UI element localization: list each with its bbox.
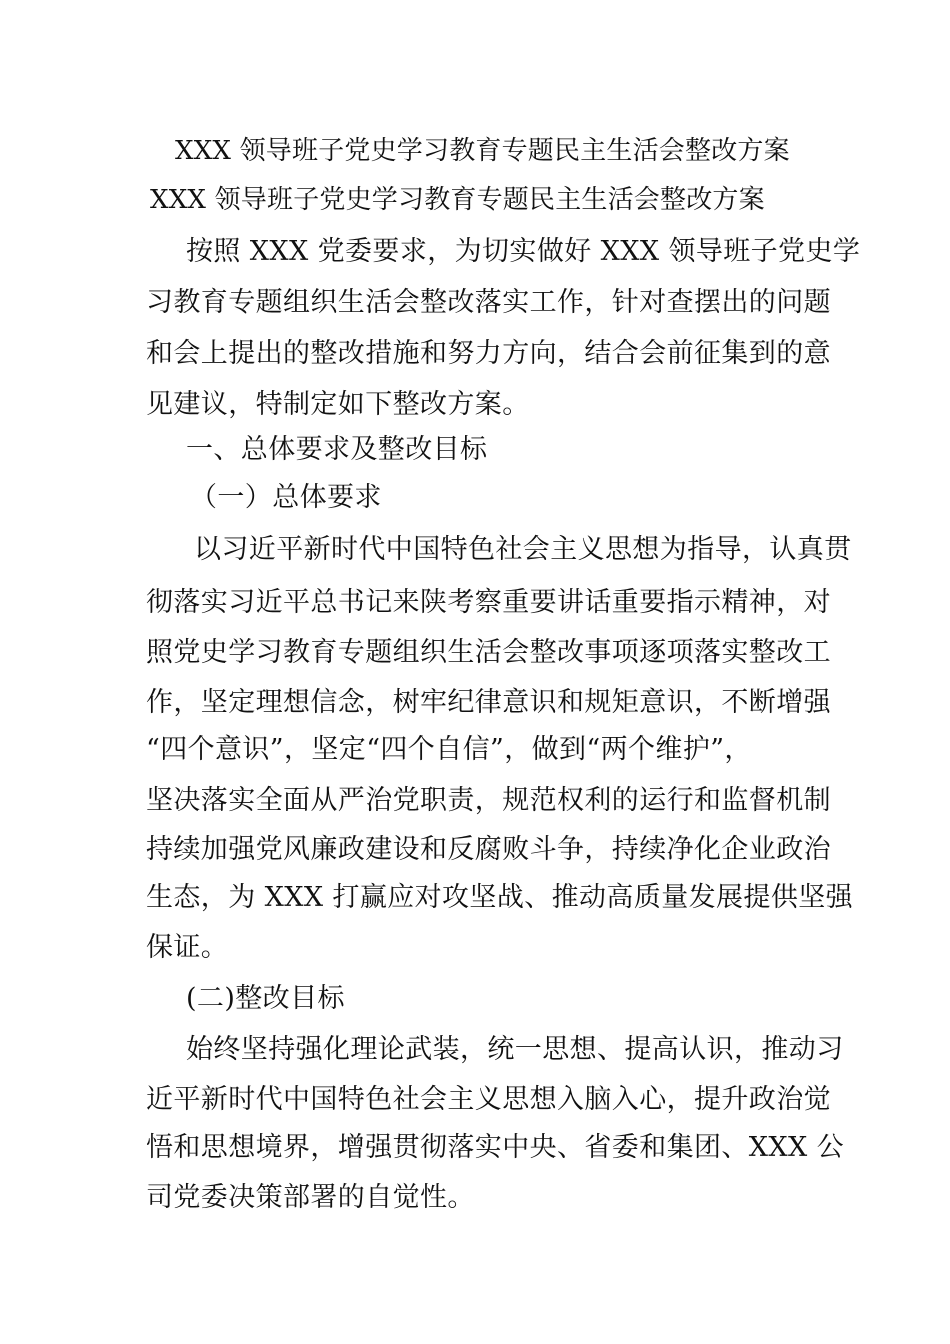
body-line: 照党史学习教育专题组织生活会整改事项逐项落实整改工: [146, 637, 831, 668]
subsection-heading: (二)整改目标: [186, 983, 345, 1014]
body-line: 以习近平新时代中国特色社会主义思想为指导，认真贯: [194, 534, 852, 565]
body-line: 始终坚持强化理论武装，统一思想、提高认识，推动习: [186, 1034, 844, 1065]
intro-line: 和会上提出的整改措施和努力方向，结合会前征集到的意: [146, 338, 831, 369]
body-line: 坚决落实全面从严治党职责，规范权利的运行和监督机制: [146, 785, 831, 816]
document-subtitle: XXX 领导班子党史学习教育专题民主生活会整改方案: [150, 185, 765, 215]
section-heading: 一、总体要求及整改目标: [186, 434, 488, 465]
body-line: 生态，为 XXX 打赢应对攻坚战、推动高质量发展提供坚强: [146, 882, 854, 913]
body-line: 近平新时代中国特色社会主义思想入脑入心，提升政治觉: [146, 1084, 831, 1115]
body-line: 悟和思想境界，增强贯彻落实中央、省委和集团、XXX 公: [146, 1132, 845, 1163]
body-line: 持续加强党风廉政建设和反腐败斗争，持续净化企业政治: [146, 834, 831, 865]
body-line: 作，坚定理想信念，树牢纪律意识和规矩意识，不断增强: [146, 687, 831, 718]
document-title: XXX 领导班子党史学习教育专题民主生活会整改方案: [175, 136, 790, 166]
body-line: 司党委决策部署的自觉性。: [146, 1182, 475, 1213]
subsection-heading: （一）总体要求: [190, 482, 382, 513]
body-line: 彻落实习近平总书记来陕考察重要讲话重要指示精神，对: [146, 587, 831, 618]
body-line: 保证。: [146, 932, 229, 963]
intro-line: 习教育专题组织生活会整改落实工作，针对查摆出的问题: [146, 287, 831, 318]
intro-line: 见建议，特制定如下整改方案。: [146, 389, 530, 420]
intro-line: 按照 XXX 党委要求，为切实做好 XXX 领导班子党史学: [186, 236, 861, 267]
body-line: “四个意识”，坚定“四个自信”，做到“两个维护”，: [146, 734, 752, 765]
